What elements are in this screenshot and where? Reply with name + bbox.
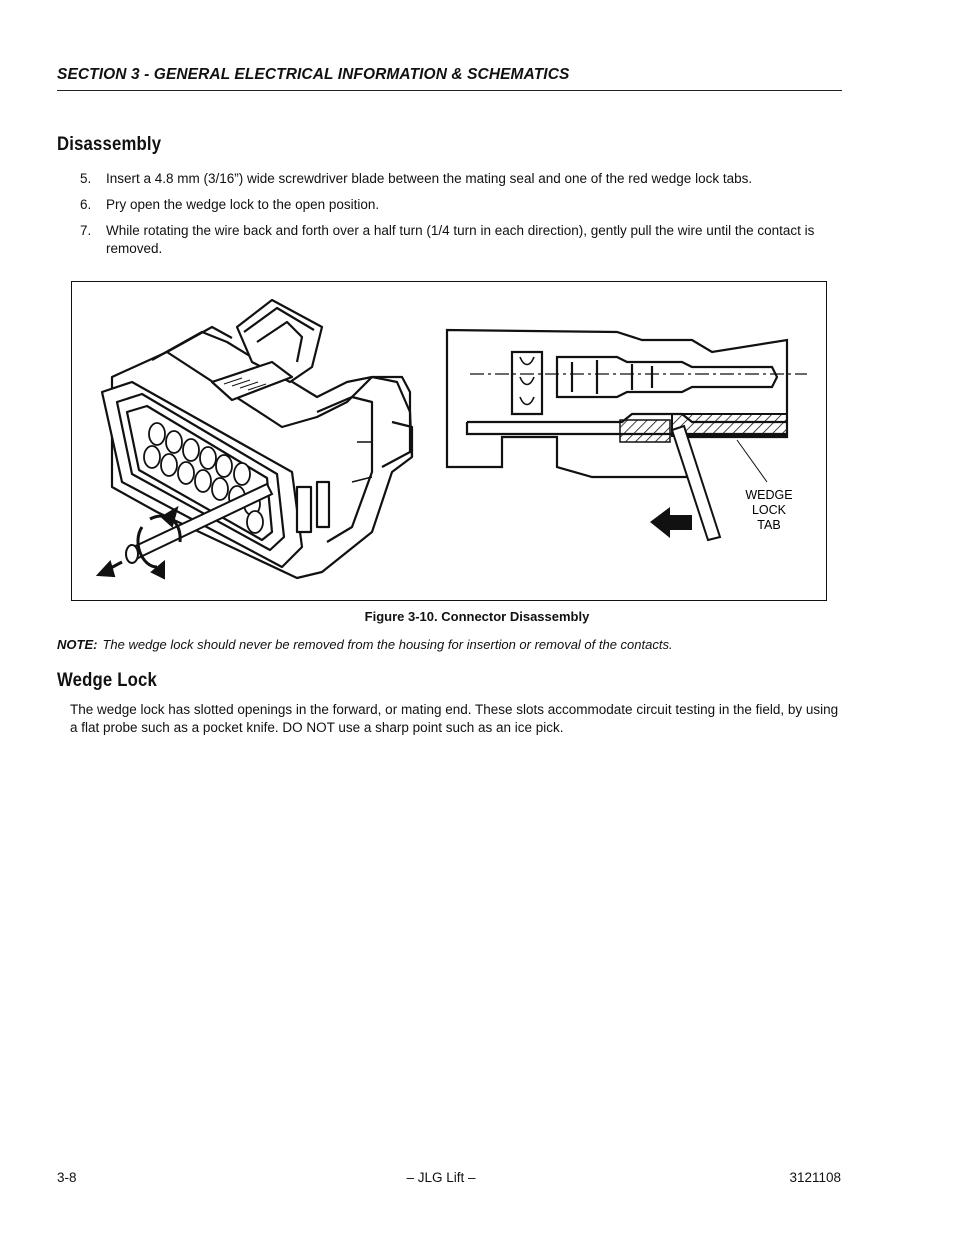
- pull-direction-arrow: [650, 507, 692, 538]
- step-item: [57, 170, 847, 188]
- note-text: The wedge lock should never be removed from the housing for insertion or removal of the contacts.: [102, 637, 673, 652]
- step-item: [57, 196, 847, 214]
- connector-housing-drawing: [102, 300, 412, 578]
- step-text: While rotating the wire back and forth over a half turn (1/4 turn in each direction), gently pull the wire until the contact is removed.: [106, 223, 815, 256]
- wedge-lock-label-line1: WEDGE: [745, 488, 793, 502]
- wedge-lock-heading: Wedge Lock: [57, 670, 157, 691]
- step-number: 6.: [80, 197, 92, 212]
- step-text: Pry open the wedge lock to the open position.: [106, 197, 380, 212]
- wedge-lock-hatched: [672, 414, 787, 436]
- disassembly-heading: Disassembly: [57, 134, 162, 155]
- step-text: Insert a 4.8 mm (3/16”) wide screwdriver blade between the mating seal and one of the red wedge lock tabs.: [106, 171, 753, 186]
- wedge-lock-tab-hatched: [620, 420, 670, 442]
- figure-caption: Figure 3-10. Connector Disassembly: [364, 609, 590, 624]
- disassembly-steps: [57, 170, 847, 266]
- note: [57, 637, 673, 652]
- step-number: 5.: [80, 171, 92, 186]
- connector-disassembly-figure: [71, 281, 827, 601]
- page-number: 3-8: [57, 1170, 77, 1185]
- doc-number: 3121108: [789, 1170, 841, 1185]
- label-leader-line: [737, 440, 767, 482]
- section-header: [57, 66, 842, 91]
- step-number: 7.: [80, 223, 92, 238]
- footer-center: – JLG Lift –: [406, 1170, 476, 1185]
- wedge-lock-label-line3: TAB: [757, 518, 781, 532]
- section-title: SECTION 3 - GENERAL ELECTRICAL INFORMATION & SCHEMATICS: [57, 66, 570, 83]
- step-item: [57, 222, 847, 258]
- connector-illustration: [72, 282, 826, 600]
- note-label: NOTE:: [57, 637, 98, 652]
- wedge-lock-paragraph: The wedge lock has slotted openings in the forward, or mating end. These slots accommodate circuit testing in the field, by using a flat probe such as a pocket knife. DO NOT use a sharp point such as an ice pick.: [70, 702, 839, 735]
- wedge-lock-label-line2: LOCK: [751, 503, 787, 517]
- cross-section-drawing: [447, 330, 787, 477]
